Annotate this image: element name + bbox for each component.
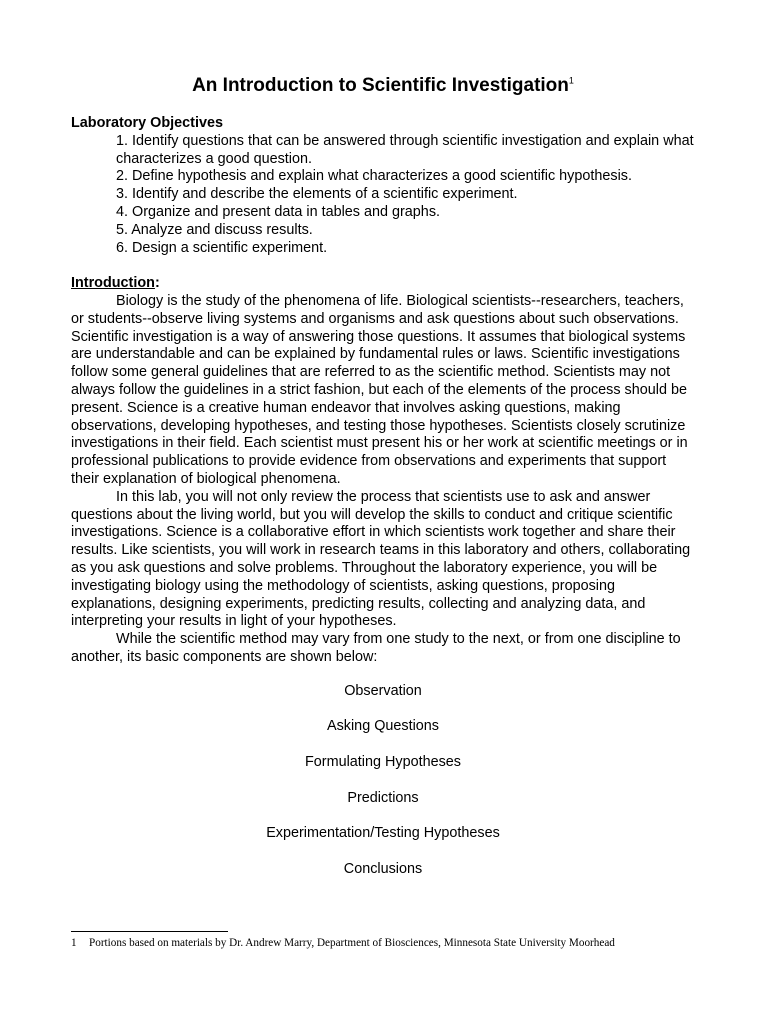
introduction-paragraph: In this lab, you will not only review the process that scientists use to ask and answer questions about the living world, but you will develop the skills to conduct and critique scientific investigations. Science is a collaborative effort in which scientists work together and share their results. Like scientists, you will work in research teams in this laboratory and others, collaborating as you ask questions and solve problems. Throughout the laboratory experience, you will be investigating biology using the methodology of scientists, asking questions, proposing explanations, designing experiments, predicting results, collecting and analyzing data, and interpreting your results in light of your hypotheses. — [71, 488, 691, 630]
introduction-heading-colon: : — [154, 275, 160, 292]
introduction-paragraph: While the scientific method may vary from one study to the next, or from one discipline to another, its basic components are shown below: — [71, 631, 681, 665]
objective-item: 5. Analyze and discuss results. — [116, 221, 313, 238]
footnote-number: 1 — [71, 937, 77, 949]
title-footnote-marker: 1 — [568, 75, 574, 86]
objective-item: 6. Design a scientific experiment. — [116, 239, 328, 256]
footnote — [71, 936, 711, 950]
introduction-heading-text: Introduction — [71, 275, 155, 292]
footnote-divider — [71, 931, 228, 932]
method-step: Experimentation/Testing Hypotheses — [266, 825, 500, 842]
introduction-heading — [71, 275, 695, 293]
objective-item: 2. Define hypothesis and explain what characterizes a good scientific hypothesis. — [116, 168, 632, 185]
scientific-method-steps — [71, 683, 695, 897]
objectives-heading: Laboratory Objectives — [71, 115, 223, 131]
footnote-text: Portions based on materials by Dr. Andrew Marry, Department of Biosciences, Minnesota State University Moorhead — [89, 937, 615, 949]
page-title — [71, 74, 695, 98]
method-step: Formulating Hypotheses — [305, 754, 461, 771]
method-step: Predictions — [347, 789, 419, 806]
objectives-list — [71, 133, 695, 258]
page-title-text: An Introduction to Scientific Investigation — [192, 75, 569, 96]
introduction-paragraph: Biology is the study of the phenomena of life. Biological scientists--researchers, teachers, or students--observe living systems and organisms and ask questions about such observations. Scientific investigation is a way of answering those questions. It assumes that biological systems are understandable and can be explained by fundamental rules or laws. Scientific investigations follow some general guidelines that are referred to as the scientific method. Scientists may not always follow the guidelines in a strict fashion, but each of the elements of the process should be present. Science is a creative human endeavor that involves asking questions, making observations, developing hypotheses, and testing those hypotheses. Scientists closely scrutinize investigations in their field. Each scientist must present his or her work at scientific meetings or in professional publications to provide evidence from observations and experiments that support their explanation of biological phenomena. — [71, 292, 688, 487]
method-step: Asking Questions — [327, 718, 439, 735]
method-step: Observation — [344, 682, 422, 699]
method-step: Conclusions — [343, 861, 423, 878]
objective-item: 4. Organize and present data in tables and graphs. — [116, 203, 441, 220]
objective-item: 3. Identify and describe the elements of a scientific experiment. — [116, 186, 518, 203]
objective-item: 1. Identify questions that can be answered through scientific investigation and explain what characterizes a good question. — [116, 132, 694, 167]
document-body — [71, 115, 695, 897]
